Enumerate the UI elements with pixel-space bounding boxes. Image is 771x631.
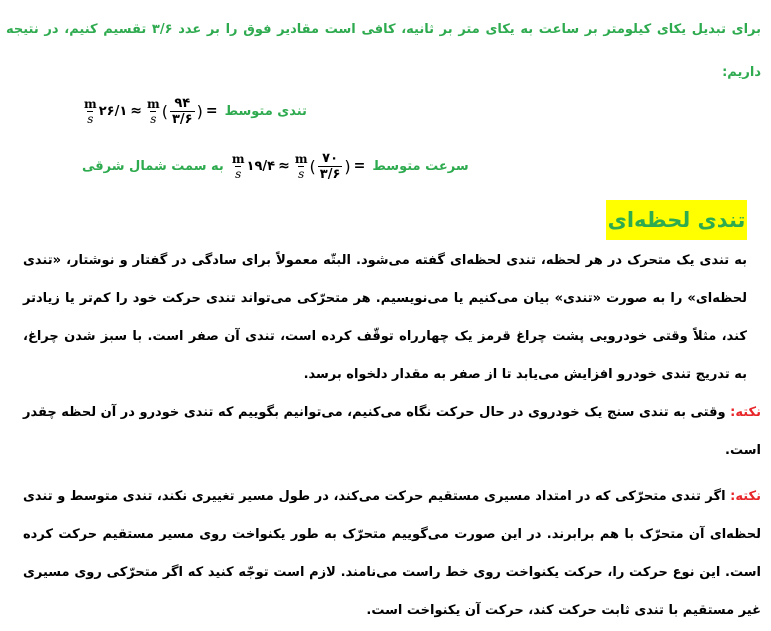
result-unit: $\frac{m}{s}$ <box>231 151 245 181</box>
equation-label: تندی متوسط <box>224 103 307 119</box>
note-1 <box>23 394 761 470</box>
fraction <box>318 151 343 182</box>
numerator: ۷۰ <box>322 150 339 166</box>
equation-average-velocity: به سمت شمال شرقی $\frac{m}{s}$ ۱۹/۴ ≈ $\frac{m}{s}$ ( $\frac{۷۰}{۳/۶}$ ) = سرعت متوسط <box>82 150 469 182</box>
body-paragraph: به تندی یک متحرک در هر لحظه، تندی لحظه‌ای گفته می‌شود. البتّه معمولاً برای سادگی در گفتار و نوشتار، «تندی لحظه‌ای» را به صورت «تندی» بیان می‌کنیم یا می‌نویسیم. هر متحرّکی می‌تواند تندی حرکت خود را کم‌تر یا زیادتر کند، مثلاً وقتی خودرویی پشت چراغ قرمز یک چهارراه توقّف کرده است، تندی آن صفر است. با سبز شدن چراغ، به تدریج تندی خودرو افزایش می‌یابد تا از صفر به مقدار دلخواه برسد. <box>23 253 747 382</box>
intro-text: برای تبدیل یکای کیلومتر بر ساعت به یکای متر بر ثانیه، کافی است مقادیر فوق را بر عدد ۳/۶ تقسیم کنیم، در نتیجه داریم: <box>6 22 761 80</box>
equation-label: سرعت متوسط <box>372 158 469 174</box>
result-value: ۲۶/۱ <box>98 103 128 119</box>
equals-sign: = <box>205 103 218 119</box>
direction-text: به سمت شمال شرقی <box>82 158 224 174</box>
equals-sign: = <box>353 158 366 174</box>
approx-sign: ≈ <box>278 158 290 174</box>
note-text: وقتی به تندی سنج یک خودروی در حال حرکت نگاه می‌کنیم، می‌توانیم بگوییم که تندی خودرو در آن لحظه چقدر است. <box>23 405 761 458</box>
section-heading <box>606 200 747 240</box>
section-heading-text: تندی لحظه‌ای <box>607 208 746 232</box>
approx-sign: ≈ <box>130 103 142 119</box>
result-unit: $\frac{m}{s}$ <box>84 96 97 126</box>
note-text: اگر تندی متحرّکی که در امتداد مسیری مستقیم حرکت می‌کند، در طول مسیر تغییری نکند، تندی متوسط و تندی لحظه‌ای آن متحرّک با هم برابرند. در این صورت می‌گوییم متحرّک به طور یکنواخت روی مسیر مستقیم حرکت کرده است. این نوع حرکت را، حرکت یکنواخت روی خط راست می‌نامند. لازم است توجّه کنید که اگر متحرّکی روی مسیری غیر مستقیم با تندی ثابت حرکت کند، حرکت آن یکنواخت است. <box>23 489 761 618</box>
fraction-unit: $\frac{m}{s}$ <box>294 151 308 181</box>
numerator: ۹۴ <box>174 95 191 111</box>
denominator: ۳/۶ <box>171 111 193 127</box>
result-value: ۱۹/۴ <box>246 158 276 174</box>
denominator: ۳/۶ <box>319 166 341 182</box>
fraction-unit: $\frac{m}{s}$ <box>147 96 160 126</box>
fraction <box>170 96 195 127</box>
note-2 <box>23 478 761 630</box>
equation-average-speed: $\frac{m}{s}$ ۲۶/۱ ≈ $\frac{m}{s}$ ( $\frac{۹۴}{۳/۶}$ ) = تندی متوسط <box>84 95 307 127</box>
note-label: نکته: <box>730 405 761 420</box>
note-label: نکته: <box>730 489 761 504</box>
